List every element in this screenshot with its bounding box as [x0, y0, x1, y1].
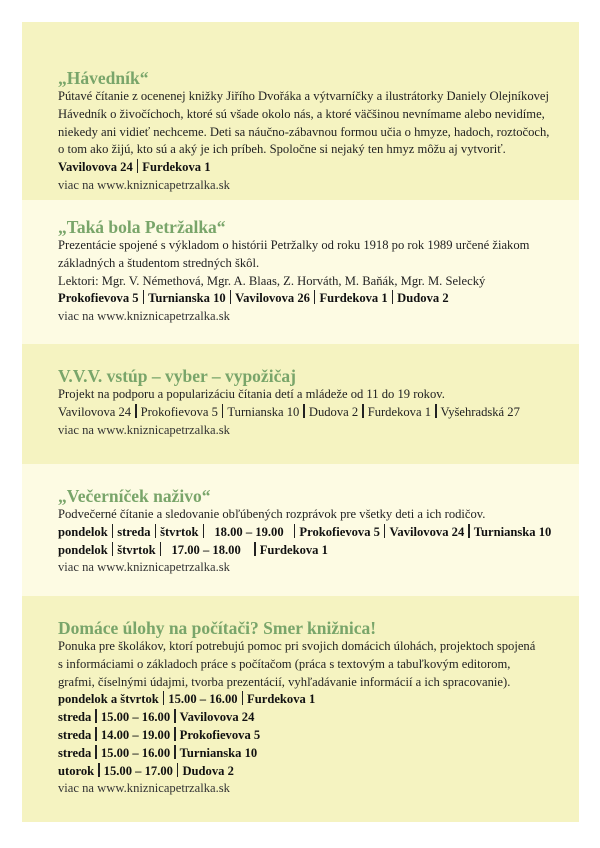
section-domace-ulohy: [22, 596, 579, 822]
separator: [177, 763, 179, 777]
section-title: „Hávedník“: [58, 68, 149, 88]
time: 17.00 – 18.00: [171, 542, 241, 557]
locations: [58, 290, 579, 308]
location: Prokofievova 5: [58, 291, 139, 306]
schedule-row: [58, 691, 579, 709]
website-link[interactable]: viac na www.kniznicapetrzalka.sk: [58, 309, 230, 324]
separator: [222, 404, 224, 418]
location: Prokofievova 5: [140, 404, 218, 419]
schedule-row: [58, 709, 579, 727]
description-line: Podvečerné čítanie a sledovanie obľúbených rozprávok pre všetky deti a ich rodičov.: [58, 507, 486, 521]
separator: [468, 524, 470, 538]
website-link[interactable]: viac na www.kniznicapetrzalka.sk: [58, 422, 230, 437]
schedule-row: [58, 745, 579, 763]
location: Turnianska 10: [179, 745, 258, 760]
separator: [112, 542, 114, 556]
separator: [362, 404, 364, 418]
location: Furdekova 1: [367, 404, 431, 419]
section-title: Domáce úlohy na počítači? Smer knižnica!: [58, 618, 377, 638]
description-line: s informáciami o základoch práce s počítačom (práca s textovým a tabuľkovým editorom,: [58, 656, 511, 671]
description-line: Hávedník o živočíchoch, ktoré sú všade okolo nás, a ktoré väčšinou nevnímame alebo nevidíme,: [58, 106, 545, 121]
location: Prokofievova 5: [179, 727, 261, 742]
description-line: základných a študentom stredných škôl.: [58, 255, 260, 270]
section-title: „Večerníček naživo“: [58, 486, 211, 506]
separator: [112, 524, 114, 538]
section-vvv: [22, 344, 579, 464]
locations: [58, 404, 579, 422]
separator: [174, 709, 176, 723]
separator: [254, 542, 256, 556]
description-line: niekedy ani vidieť nechceme. Deti sa náučno-zábavnou formou učia o hmyze, hadoch, roztočoch,: [58, 124, 550, 139]
location: Furdekova 1: [142, 160, 211, 175]
separator: [95, 727, 97, 741]
location: Prokofievova 5: [299, 524, 380, 539]
schedule-row: [58, 763, 579, 781]
time: 15.00 – 17.00: [103, 763, 173, 778]
separator: [98, 763, 100, 777]
location: Turnianska 10: [227, 404, 300, 419]
time: 15.00 – 16.00: [168, 692, 238, 707]
location: Furdekova 1: [259, 542, 328, 557]
section-taka-bola-petrzalka: [22, 200, 579, 344]
description-line: Pútavé čítanie z ocenenej knižky Jiřího Dvořáka a výtvarníčky a ilustrátorky Daniely Olejníkovej: [58, 89, 549, 103]
separator: [95, 709, 97, 723]
description-line: Ponuka pre školákov, ktorí potrebujú pomoc pri svojich domácich úlohách, projektoch spojená: [58, 639, 536, 653]
program-panel: [22, 22, 579, 822]
location: Furdekova 1: [319, 291, 388, 306]
location: Dudova 2: [308, 404, 359, 419]
location: Vyšehradská 27: [440, 404, 520, 419]
day: streda: [58, 745, 92, 760]
location: Furdekova 1: [247, 692, 316, 707]
separator: [95, 745, 97, 759]
separator: [384, 524, 386, 538]
separator: [303, 404, 305, 418]
location: Turnianska 10: [148, 291, 226, 306]
separator: [230, 290, 232, 304]
separator: [392, 290, 394, 304]
day: utorok: [58, 763, 95, 778]
location: Dudova 2: [182, 763, 234, 778]
lecturers: Lektori: Mgr. V. Némethová, Mgr. A. Blaas, Z. Horváth, M. Baňák, Mgr. M. Selecký: [58, 273, 486, 288]
separator: [135, 404, 137, 418]
description-line: Prezentácie spojené s výkladom o histórii Petržalky od roku 1918 po rok 1989 určené žiakom: [58, 238, 530, 252]
section-vecernicek-nazivo: [22, 464, 579, 596]
section-title: „Taká bola Petržalka“: [58, 217, 226, 237]
separator: [174, 745, 176, 759]
separator: [163, 691, 165, 705]
location: Vavilovova 24: [179, 710, 255, 725]
day: streda: [58, 710, 92, 725]
section-title: V.V.V. vstúp – vyber – vypožičaj: [58, 366, 296, 386]
time: 18.00 – 19.00: [214, 524, 284, 539]
location: Vavilovova 26: [235, 291, 310, 306]
description-line: Projekt na podporu a popularizáciu čítania detí a mládeže od 11 do 19 rokov.: [58, 387, 445, 401]
schedule-row: [58, 542, 579, 560]
day: streda: [117, 524, 151, 539]
location: Vavilovova 24: [58, 160, 133, 175]
separator: [203, 524, 205, 538]
separator: [174, 727, 176, 741]
website-link[interactable]: viac na www.kniznicapetrzalka.sk: [58, 177, 230, 192]
schedule-row: [58, 524, 579, 542]
locations: [58, 159, 579, 177]
location: Vavilovova 24: [58, 404, 132, 419]
day: pondelok: [58, 524, 108, 539]
website-link[interactable]: viac na www.kniznicapetrzalka.sk: [58, 560, 230, 575]
day: štvrtok: [117, 542, 156, 557]
separator: [143, 290, 145, 304]
schedule-row: [58, 727, 579, 745]
separator: [155, 524, 157, 538]
location: Vavilovova 24: [389, 524, 465, 539]
day: pondelok a štvrtok: [58, 692, 159, 707]
separator: [137, 159, 139, 173]
description-line: grafmi, číselnými údajmi, tvorba prezentácií, vyhľadávanie informácií a ich spracovanie).: [58, 674, 511, 689]
separator: [160, 542, 162, 556]
time: 15.00 – 16.00: [100, 710, 171, 725]
time: 14.00 – 19.00: [100, 727, 171, 742]
time: 15.00 – 16.00: [100, 745, 171, 760]
location: Turnianska 10: [473, 524, 552, 539]
separator: [314, 290, 316, 304]
separator: [294, 524, 296, 538]
day: pondelok: [58, 542, 108, 557]
location: Dudova 2: [397, 291, 449, 306]
section-havednik: [22, 22, 579, 200]
description-line: o tom ako žijú, kto sú a aký je ich príbeh. Spoločne si nejaký ten hmyz môžu aj vytvoriť.: [58, 142, 506, 157]
day: streda: [58, 727, 92, 742]
separator: [435, 404, 437, 418]
day: štvrtok: [160, 524, 199, 539]
separator: [242, 691, 244, 705]
website-link[interactable]: viac na www.kniznicapetrzalka.sk: [58, 781, 230, 796]
